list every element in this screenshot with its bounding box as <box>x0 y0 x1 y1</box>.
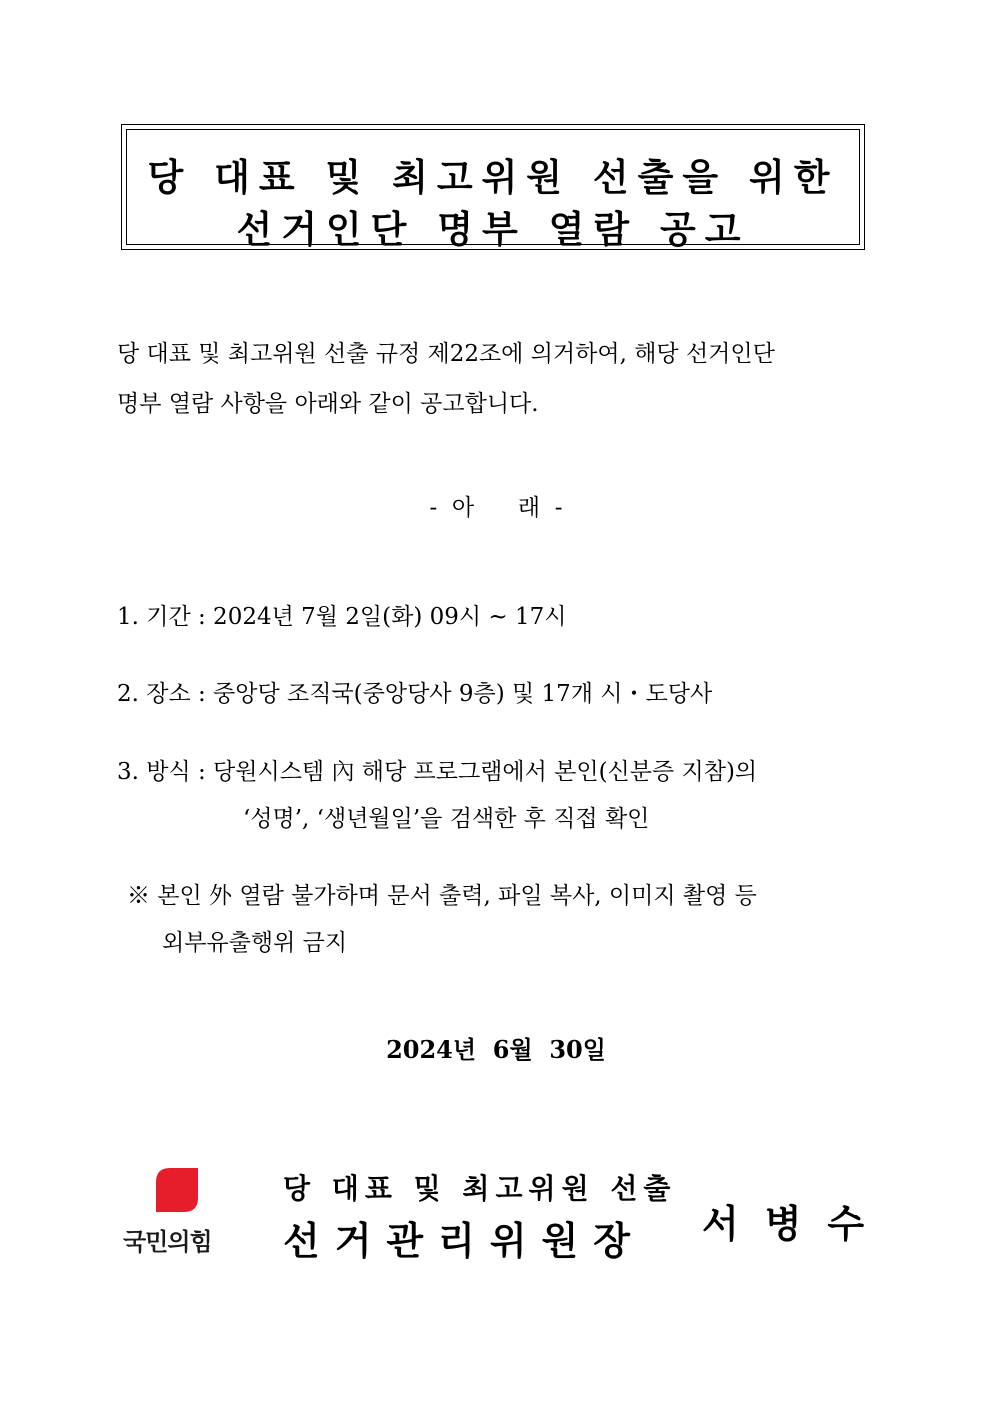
title-line-1: 당 대표 및 최고위원 선출을 위한 <box>147 156 839 199</box>
intro-line-2: 명부 열람 사항을 아래와 같이 공고합니다. <box>117 391 539 417</box>
list-item-method-continuation: ‘성명’, ‘생년월일’을 검색한 후 직접 확인 <box>243 806 650 832</box>
signature-org-line-2: 선거관리위원장 <box>283 1219 645 1263</box>
party-logo-mark-icon <box>152 1168 198 1212</box>
intro-paragraph <box>117 329 877 429</box>
party-logo-mark-shape <box>156 1168 198 1212</box>
section-heading-arae: - 아 래 - <box>429 495 563 521</box>
notice-date: 2024년 6월 30일 <box>386 1035 606 1064</box>
list-item-method: 3. 방식 : 당원시스템 內 해당 프로그램에서 본인(신분증 지참)의 <box>117 759 758 785</box>
list-item-period: 1. 기간 : 2024년 7월 2일(화) 09시 ~ 17시 <box>117 604 567 630</box>
signature-org-line-1: 당 대표 및 최고위원 선출 <box>283 1172 677 1205</box>
party-logo <box>123 1168 233 1256</box>
note-line-2: 외부유출행위 금지 <box>162 930 348 956</box>
party-logo-text: 국민의힘 <box>123 1228 212 1256</box>
list-item-location: 2. 장소 : 중앙당 조직국(중앙당사 9층) 및 17개 시・도당사 <box>117 681 713 707</box>
intro-line-1: 당 대표 및 최고위원 선출 규정 제22조에 의거하여, 해당 선거인단 <box>117 341 775 367</box>
title-line-2: 선거인단 명부 열람 공고 <box>236 208 750 251</box>
title-box <box>121 124 865 250</box>
signature-name: 서병수 <box>702 1202 891 1246</box>
note-line-1: ※ 본인 外 열람 불가하며 문서 출력, 파일 복사, 이미지 촬영 등 <box>127 883 757 909</box>
title-box-inner-border <box>126 129 860 251</box>
